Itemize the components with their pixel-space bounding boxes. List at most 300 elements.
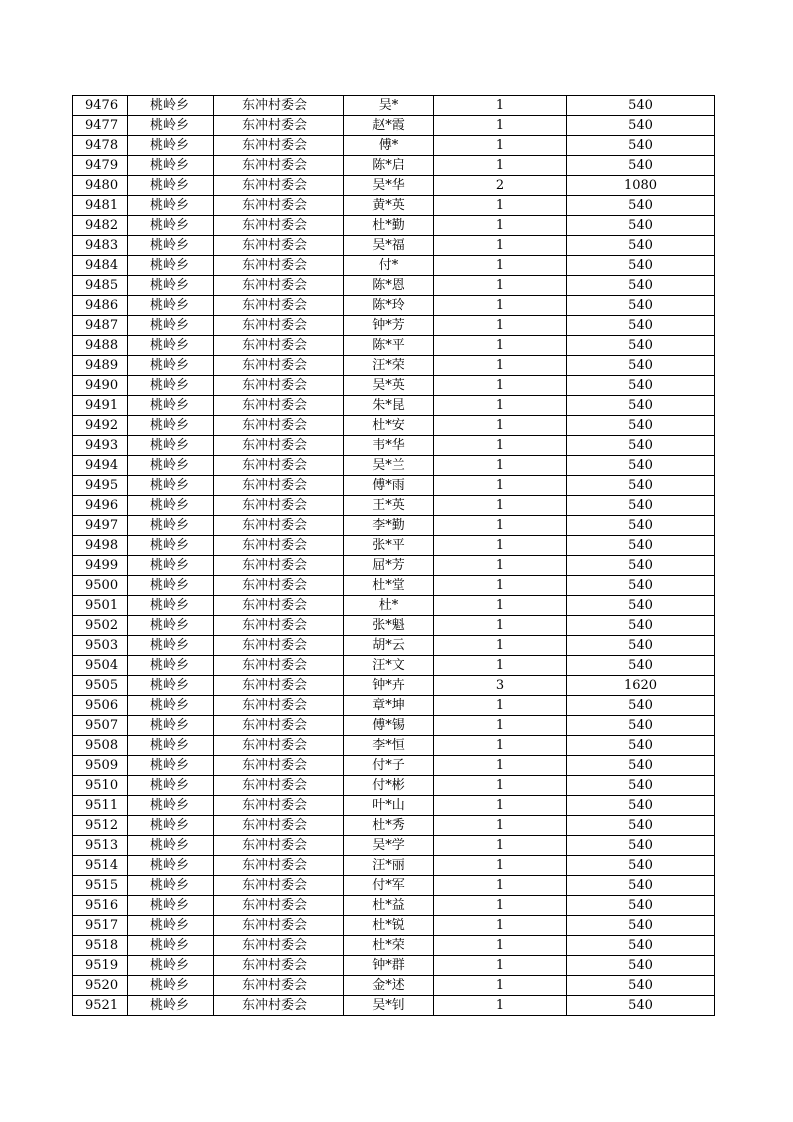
amount-cell: 540 — [567, 356, 715, 376]
name-cell: 金*述 — [344, 976, 434, 996]
serial-number-cell: 9478 — [73, 136, 128, 156]
village-committee-cell: 东冲村委会 — [214, 916, 344, 936]
serial-number-cell: 9505 — [73, 676, 128, 696]
serial-number-cell: 9514 — [73, 856, 128, 876]
amount-cell: 540 — [567, 576, 715, 596]
amount-cell: 540 — [567, 816, 715, 836]
village-committee-cell: 东冲村委会 — [214, 416, 344, 436]
township-cell: 桃岭乡 — [128, 576, 214, 596]
person-count-cell: 1 — [434, 476, 567, 496]
person-count-cell: 1 — [434, 776, 567, 796]
table-row — [73, 696, 715, 716]
amount-cell: 540 — [567, 796, 715, 816]
person-count-cell: 1 — [434, 916, 567, 936]
name-cell: 杜*荣 — [344, 936, 434, 956]
village-committee-cell: 东冲村委会 — [214, 656, 344, 676]
township-cell: 桃岭乡 — [128, 456, 214, 476]
person-count-cell: 1 — [434, 876, 567, 896]
table-row — [73, 456, 715, 476]
village-committee-cell: 东冲村委会 — [214, 776, 344, 796]
table-row — [73, 856, 715, 876]
serial-number-cell: 9491 — [73, 396, 128, 416]
serial-number-cell: 9502 — [73, 616, 128, 636]
village-committee-cell: 东冲村委会 — [214, 796, 344, 816]
serial-number-cell: 9489 — [73, 356, 128, 376]
person-count-cell: 1 — [434, 96, 567, 116]
village-committee-cell: 东冲村委会 — [214, 356, 344, 376]
serial-number-cell: 9519 — [73, 956, 128, 976]
village-committee-cell: 东冲村委会 — [214, 96, 344, 116]
person-count-cell: 1 — [434, 656, 567, 676]
name-cell: 陈*恩 — [344, 276, 434, 296]
amount-cell: 540 — [567, 216, 715, 236]
amount-cell: 1080 — [567, 176, 715, 196]
township-cell: 桃岭乡 — [128, 936, 214, 956]
name-cell: 章*坤 — [344, 696, 434, 716]
amount-cell: 540 — [567, 856, 715, 876]
table-row — [73, 296, 715, 316]
person-count-cell: 1 — [434, 976, 567, 996]
name-cell: 陈*平 — [344, 336, 434, 356]
village-committee-cell: 东冲村委会 — [214, 976, 344, 996]
serial-number-cell: 9521 — [73, 996, 128, 1016]
table-row — [73, 876, 715, 896]
table-row — [73, 516, 715, 536]
village-committee-cell: 东冲村委会 — [214, 436, 344, 456]
name-cell: 钟*卉 — [344, 676, 434, 696]
township-cell: 桃岭乡 — [128, 596, 214, 616]
serial-number-cell: 9498 — [73, 536, 128, 556]
village-committee-cell: 东冲村委会 — [214, 676, 344, 696]
table-row — [73, 276, 715, 296]
table-row — [73, 556, 715, 576]
village-committee-cell: 东冲村委会 — [214, 616, 344, 636]
amount-cell: 540 — [567, 936, 715, 956]
village-committee-cell: 东冲村委会 — [214, 876, 344, 896]
township-cell: 桃岭乡 — [128, 816, 214, 836]
serial-number-cell: 9512 — [73, 816, 128, 836]
serial-number-cell: 9479 — [73, 156, 128, 176]
township-cell: 桃岭乡 — [128, 496, 214, 516]
serial-number-cell: 9483 — [73, 236, 128, 256]
person-count-cell: 1 — [434, 636, 567, 656]
table-row — [73, 436, 715, 456]
name-cell: 钟*芳 — [344, 316, 434, 336]
serial-number-cell: 9493 — [73, 436, 128, 456]
amount-cell: 540 — [567, 456, 715, 476]
table-row — [73, 316, 715, 336]
township-cell: 桃岭乡 — [128, 176, 214, 196]
serial-number-cell: 9480 — [73, 176, 128, 196]
person-count-cell: 1 — [434, 296, 567, 316]
serial-number-cell: 9497 — [73, 516, 128, 536]
person-count-cell: 1 — [434, 136, 567, 156]
township-cell: 桃岭乡 — [128, 316, 214, 336]
person-count-cell: 2 — [434, 176, 567, 196]
table-row — [73, 96, 715, 116]
amount-cell: 540 — [567, 616, 715, 636]
name-cell: 杜*锐 — [344, 916, 434, 936]
person-count-cell: 1 — [434, 736, 567, 756]
amount-cell: 540 — [567, 996, 715, 1016]
amount-cell: 540 — [567, 896, 715, 916]
person-count-cell: 1 — [434, 836, 567, 856]
township-cell: 桃岭乡 — [128, 776, 214, 796]
serial-number-cell: 9499 — [73, 556, 128, 576]
name-cell: 张*平 — [344, 536, 434, 556]
village-committee-cell: 东冲村委会 — [214, 196, 344, 216]
table-row — [73, 376, 715, 396]
village-committee-cell: 东冲村委会 — [214, 636, 344, 656]
name-cell: 吴*兰 — [344, 456, 434, 476]
table-row — [73, 596, 715, 616]
serial-number-cell: 9485 — [73, 276, 128, 296]
amount-cell: 540 — [567, 536, 715, 556]
township-cell: 桃岭乡 — [128, 796, 214, 816]
name-cell: 赵*霞 — [344, 116, 434, 136]
person-count-cell: 1 — [434, 156, 567, 176]
person-count-cell: 1 — [434, 516, 567, 536]
village-committee-cell: 东冲村委会 — [214, 956, 344, 976]
village-committee-cell: 东冲村委会 — [214, 476, 344, 496]
table-row — [73, 936, 715, 956]
serial-number-cell: 9488 — [73, 336, 128, 356]
amount-cell: 540 — [567, 136, 715, 156]
township-cell: 桃岭乡 — [128, 476, 214, 496]
table-row — [73, 116, 715, 136]
serial-number-cell: 9515 — [73, 876, 128, 896]
table-row — [73, 616, 715, 636]
table-row — [73, 536, 715, 556]
serial-number-cell: 9517 — [73, 916, 128, 936]
serial-number-cell: 9484 — [73, 256, 128, 276]
name-cell: 杜*秀 — [344, 816, 434, 836]
roster-body — [73, 96, 715, 1016]
village-committee-cell: 东冲村委会 — [214, 856, 344, 876]
person-count-cell: 1 — [434, 216, 567, 236]
name-cell: 汪*丽 — [344, 856, 434, 876]
person-count-cell: 1 — [434, 896, 567, 916]
person-count-cell: 1 — [434, 196, 567, 216]
amount-cell: 540 — [567, 276, 715, 296]
table-row — [73, 676, 715, 696]
township-cell: 桃岭乡 — [128, 116, 214, 136]
name-cell: 屈*芳 — [344, 556, 434, 576]
serial-number-cell: 9482 — [73, 216, 128, 236]
amount-cell: 540 — [567, 436, 715, 456]
village-committee-cell: 东冲村委会 — [214, 396, 344, 416]
serial-number-cell: 9503 — [73, 636, 128, 656]
township-cell: 桃岭乡 — [128, 236, 214, 256]
township-cell: 桃岭乡 — [128, 836, 214, 856]
village-committee-cell: 东冲村委会 — [214, 256, 344, 276]
person-count-cell: 1 — [434, 356, 567, 376]
name-cell: 韦*华 — [344, 436, 434, 456]
person-count-cell: 1 — [434, 256, 567, 276]
serial-number-cell: 9492 — [73, 416, 128, 436]
township-cell: 桃岭乡 — [128, 536, 214, 556]
village-committee-cell: 东冲村委会 — [214, 736, 344, 756]
name-cell: 张*魁 — [344, 616, 434, 636]
village-committee-cell: 东冲村委会 — [214, 576, 344, 596]
amount-cell: 540 — [567, 716, 715, 736]
township-cell: 桃岭乡 — [128, 396, 214, 416]
table-row — [73, 136, 715, 156]
person-count-cell: 1 — [434, 496, 567, 516]
amount-cell: 540 — [567, 236, 715, 256]
person-count-cell: 1 — [434, 616, 567, 636]
name-cell: 付*彬 — [344, 776, 434, 796]
person-count-cell: 1 — [434, 536, 567, 556]
village-committee-cell: 东冲村委会 — [214, 756, 344, 776]
name-cell: 胡*云 — [344, 636, 434, 656]
serial-number-cell: 9509 — [73, 756, 128, 776]
table-row — [73, 976, 715, 996]
amount-cell: 540 — [567, 956, 715, 976]
township-cell: 桃岭乡 — [128, 976, 214, 996]
amount-cell: 540 — [567, 636, 715, 656]
name-cell: 杜* — [344, 596, 434, 616]
serial-number-cell: 9507 — [73, 716, 128, 736]
name-cell: 陈*启 — [344, 156, 434, 176]
township-cell: 桃岭乡 — [128, 296, 214, 316]
name-cell: 杜*堂 — [344, 576, 434, 596]
township-cell: 桃岭乡 — [128, 516, 214, 536]
amount-cell: 540 — [567, 256, 715, 276]
township-cell: 桃岭乡 — [128, 136, 214, 156]
township-cell: 桃岭乡 — [128, 656, 214, 676]
name-cell: 吴*华 — [344, 176, 434, 196]
person-count-cell: 1 — [434, 116, 567, 136]
township-cell: 桃岭乡 — [128, 276, 214, 296]
village-committee-cell: 东冲村委会 — [214, 296, 344, 316]
table-row — [73, 736, 715, 756]
village-committee-cell: 东冲村委会 — [214, 996, 344, 1016]
table-row — [73, 256, 715, 276]
name-cell: 吴* — [344, 96, 434, 116]
name-cell: 李*恒 — [344, 736, 434, 756]
amount-cell: 540 — [567, 376, 715, 396]
village-committee-cell: 东冲村委会 — [214, 316, 344, 336]
serial-number-cell: 9504 — [73, 656, 128, 676]
township-cell: 桃岭乡 — [128, 156, 214, 176]
name-cell: 吴*英 — [344, 376, 434, 396]
person-count-cell: 1 — [434, 956, 567, 976]
person-count-cell: 1 — [434, 856, 567, 876]
amount-cell: 540 — [567, 396, 715, 416]
serial-number-cell: 9495 — [73, 476, 128, 496]
village-committee-cell: 东冲村委会 — [214, 516, 344, 536]
township-cell: 桃岭乡 — [128, 676, 214, 696]
name-cell: 付*军 — [344, 876, 434, 896]
serial-number-cell: 9477 — [73, 116, 128, 136]
amount-cell: 540 — [567, 976, 715, 996]
person-count-cell: 1 — [434, 276, 567, 296]
township-cell: 桃岭乡 — [128, 756, 214, 776]
person-count-cell: 1 — [434, 596, 567, 616]
name-cell: 朱*昆 — [344, 396, 434, 416]
name-cell: 王*英 — [344, 496, 434, 516]
person-count-cell: 1 — [434, 336, 567, 356]
subsidy-roster-table — [72, 95, 715, 1016]
township-cell: 桃岭乡 — [128, 996, 214, 1016]
person-count-cell: 3 — [434, 676, 567, 696]
township-cell: 桃岭乡 — [128, 356, 214, 376]
name-cell: 李*勤 — [344, 516, 434, 536]
table-row — [73, 576, 715, 596]
township-cell: 桃岭乡 — [128, 736, 214, 756]
person-count-cell: 1 — [434, 696, 567, 716]
township-cell: 桃岭乡 — [128, 216, 214, 236]
name-cell: 钟*群 — [344, 956, 434, 976]
name-cell: 杜*勤 — [344, 216, 434, 236]
amount-cell: 540 — [567, 736, 715, 756]
name-cell: 汪*荣 — [344, 356, 434, 376]
amount-cell: 540 — [567, 556, 715, 576]
name-cell: 吴*钊 — [344, 996, 434, 1016]
serial-number-cell: 9501 — [73, 596, 128, 616]
village-committee-cell: 东冲村委会 — [214, 596, 344, 616]
township-cell: 桃岭乡 — [128, 436, 214, 456]
table-row — [73, 156, 715, 176]
serial-number-cell: 9487 — [73, 316, 128, 336]
name-cell: 杜*安 — [344, 416, 434, 436]
village-committee-cell: 东冲村委会 — [214, 496, 344, 516]
amount-cell: 540 — [567, 416, 715, 436]
person-count-cell: 1 — [434, 756, 567, 776]
serial-number-cell: 9511 — [73, 796, 128, 816]
table-row — [73, 416, 715, 436]
table-row — [73, 496, 715, 516]
name-cell: 叶*山 — [344, 796, 434, 816]
serial-number-cell: 9486 — [73, 296, 128, 316]
village-committee-cell: 东冲村委会 — [214, 216, 344, 236]
table-row — [73, 796, 715, 816]
person-count-cell: 1 — [434, 416, 567, 436]
table-row — [73, 656, 715, 676]
person-count-cell: 1 — [434, 556, 567, 576]
township-cell: 桃岭乡 — [128, 336, 214, 356]
table-row — [73, 716, 715, 736]
village-committee-cell: 东冲村委会 — [214, 136, 344, 156]
amount-cell: 540 — [567, 496, 715, 516]
serial-number-cell: 9500 — [73, 576, 128, 596]
serial-number-cell: 9508 — [73, 736, 128, 756]
table-row — [73, 956, 715, 976]
township-cell: 桃岭乡 — [128, 896, 214, 916]
table-row — [73, 236, 715, 256]
amount-cell: 1620 — [567, 676, 715, 696]
amount-cell: 540 — [567, 916, 715, 936]
township-cell: 桃岭乡 — [128, 616, 214, 636]
village-committee-cell: 东冲村委会 — [214, 376, 344, 396]
village-committee-cell: 东冲村委会 — [214, 716, 344, 736]
amount-cell: 540 — [567, 316, 715, 336]
person-count-cell: 1 — [434, 376, 567, 396]
table-row — [73, 636, 715, 656]
table-row — [73, 176, 715, 196]
person-count-cell: 1 — [434, 996, 567, 1016]
person-count-cell: 1 — [434, 716, 567, 736]
amount-cell: 540 — [567, 336, 715, 356]
amount-cell: 540 — [567, 836, 715, 856]
village-committee-cell: 东冲村委会 — [214, 816, 344, 836]
village-committee-cell: 东冲村委会 — [214, 456, 344, 476]
serial-number-cell: 9516 — [73, 896, 128, 916]
serial-number-cell: 9520 — [73, 976, 128, 996]
amount-cell: 540 — [567, 516, 715, 536]
township-cell: 桃岭乡 — [128, 196, 214, 216]
person-count-cell: 1 — [434, 316, 567, 336]
name-cell: 汪*文 — [344, 656, 434, 676]
serial-number-cell: 9494 — [73, 456, 128, 476]
table-row — [73, 836, 715, 856]
township-cell: 桃岭乡 — [128, 256, 214, 276]
serial-number-cell: 9476 — [73, 96, 128, 116]
name-cell: 傅*锡 — [344, 716, 434, 736]
village-committee-cell: 东冲村委会 — [214, 156, 344, 176]
amount-cell: 540 — [567, 196, 715, 216]
township-cell: 桃岭乡 — [128, 716, 214, 736]
serial-number-cell: 9518 — [73, 936, 128, 956]
table-row — [73, 896, 715, 916]
amount-cell: 540 — [567, 756, 715, 776]
serial-number-cell: 9510 — [73, 776, 128, 796]
village-committee-cell: 东冲村委会 — [214, 556, 344, 576]
table-row — [73, 196, 715, 216]
amount-cell: 540 — [567, 476, 715, 496]
township-cell: 桃岭乡 — [128, 416, 214, 436]
amount-cell: 540 — [567, 696, 715, 716]
village-committee-cell: 东冲村委会 — [214, 896, 344, 916]
amount-cell: 540 — [567, 876, 715, 896]
serial-number-cell: 9490 — [73, 376, 128, 396]
name-cell: 吴*福 — [344, 236, 434, 256]
township-cell: 桃岭乡 — [128, 856, 214, 876]
village-committee-cell: 东冲村委会 — [214, 276, 344, 296]
table-row — [73, 356, 715, 376]
township-cell: 桃岭乡 — [128, 696, 214, 716]
name-cell: 付*子 — [344, 756, 434, 776]
village-committee-cell: 东冲村委会 — [214, 336, 344, 356]
person-count-cell: 1 — [434, 456, 567, 476]
table-row — [73, 216, 715, 236]
name-cell: 黄*英 — [344, 196, 434, 216]
name-cell: 杜*益 — [344, 896, 434, 916]
amount-cell: 540 — [567, 776, 715, 796]
amount-cell: 540 — [567, 156, 715, 176]
amount-cell: 540 — [567, 296, 715, 316]
village-committee-cell: 东冲村委会 — [214, 696, 344, 716]
name-cell: 付* — [344, 256, 434, 276]
name-cell: 傅*雨 — [344, 476, 434, 496]
person-count-cell: 1 — [434, 796, 567, 816]
serial-number-cell: 9513 — [73, 836, 128, 856]
person-count-cell: 1 — [434, 576, 567, 596]
village-committee-cell: 东冲村委会 — [214, 176, 344, 196]
table-row — [73, 776, 715, 796]
name-cell: 傅* — [344, 136, 434, 156]
serial-number-cell: 9506 — [73, 696, 128, 716]
amount-cell: 540 — [567, 656, 715, 676]
township-cell: 桃岭乡 — [128, 916, 214, 936]
township-cell: 桃岭乡 — [128, 96, 214, 116]
table-row — [73, 336, 715, 356]
table-row — [73, 816, 715, 836]
person-count-cell: 1 — [434, 816, 567, 836]
table-row — [73, 396, 715, 416]
township-cell: 桃岭乡 — [128, 556, 214, 576]
